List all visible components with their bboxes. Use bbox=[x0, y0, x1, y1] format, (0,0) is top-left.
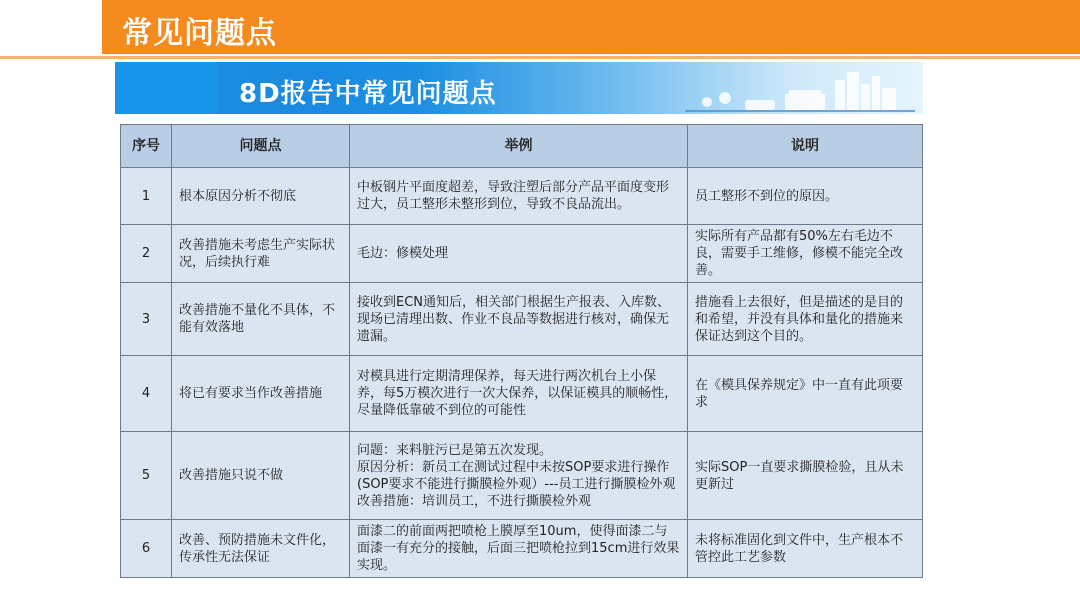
row-note: 实际所有产品都有50%左右毛边不良，需要手工维修，修模不能完全改善。 bbox=[688, 225, 923, 283]
table-row bbox=[121, 432, 923, 520]
row-number: 5 bbox=[121, 432, 172, 520]
header-left-block bbox=[0, 0, 102, 54]
row-example: 面漆二的前面两把喷枪上膜厚至10um，使得面漆二与面漆一有充分的接触，后面三把喷枪拉到15cm进行效果实现。 bbox=[350, 520, 688, 578]
page-title: 常见问题点 bbox=[122, 16, 277, 51]
row-number: 4 bbox=[121, 356, 172, 432]
banner-title: 8D报告中常见问题点 bbox=[239, 79, 497, 109]
column-header-example: 举例 bbox=[350, 125, 688, 168]
city-skyline-icon bbox=[685, 64, 915, 112]
row-issue: 改善措施只说不做 bbox=[172, 432, 350, 520]
row-issue: 将已有要求当作改善措施 bbox=[172, 356, 350, 432]
table-row bbox=[121, 520, 923, 578]
table-row bbox=[121, 283, 923, 356]
row-note: 未将标准固化到文件中，生产根本不管控此工艺参数 bbox=[688, 520, 923, 578]
row-issue: 根本原因分析不彻底 bbox=[172, 168, 350, 225]
row-example: 中板钢片平面度超差，导致注塑后部分产品平面度变形过大，员工整形未整形到位，导致不良品流出。 bbox=[350, 168, 688, 225]
column-header-issue: 问题点 bbox=[172, 125, 350, 168]
row-issue: 改善、预防措施未文件化，传承性无法保证 bbox=[172, 520, 350, 578]
row-note: 实际SOP一直要求撕膜检验，且从未更新过 bbox=[688, 432, 923, 520]
table-row bbox=[121, 356, 923, 432]
row-example: 接收到ECN通知后，相关部门根据生产报表、入库数、现场已清理出数、作业不良品等数据进行核对，确保无遗漏。 bbox=[350, 283, 688, 356]
row-number: 2 bbox=[121, 225, 172, 283]
column-header-no: 序号 bbox=[121, 125, 172, 168]
banner-left-block bbox=[115, 62, 217, 114]
row-note: 员工整形不到位的原因。 bbox=[688, 168, 923, 225]
table-header-row bbox=[121, 125, 923, 168]
row-example: 对模具进行定期清理保养，每天进行两次机台上小保养，每5万模次进行一次大保养，以保证模具的顺畅性，尽量降低靠破不到位的可能性 bbox=[350, 356, 688, 432]
row-note: 在《模具保养规定》中一直有此项要求 bbox=[688, 356, 923, 432]
top-header-bar bbox=[0, 0, 1080, 54]
row-issue: 改善措施未考虑生产实际状况，后续执行难 bbox=[172, 225, 350, 283]
row-issue: 改善措施不量化不具体，不能有效落地 bbox=[172, 283, 350, 356]
table-row bbox=[121, 168, 923, 225]
issues-table bbox=[120, 124, 923, 578]
row-number: 3 bbox=[121, 283, 172, 356]
table-row bbox=[121, 225, 923, 283]
row-example: 毛边：修模处理 bbox=[350, 225, 688, 283]
column-header-note: 说明 bbox=[688, 125, 923, 168]
row-note: 措施看上去很好，但是描述的是目的和希望，并没有具体和量化的措施来保证达到这个目的。 bbox=[688, 283, 923, 356]
section-banner bbox=[115, 62, 923, 114]
row-number: 6 bbox=[121, 520, 172, 578]
row-example: 问题：来料脏污已是第五次发现。 原因分析：新员工在测试过程中未按SOP要求进行操作(SOP要求不能进行撕膜检外观）---员工进行撕膜检外观 改善措施：培训员工，不进行撕膜检外观 bbox=[350, 432, 688, 520]
row-number: 1 bbox=[121, 168, 172, 225]
header-divider bbox=[0, 56, 1080, 59]
